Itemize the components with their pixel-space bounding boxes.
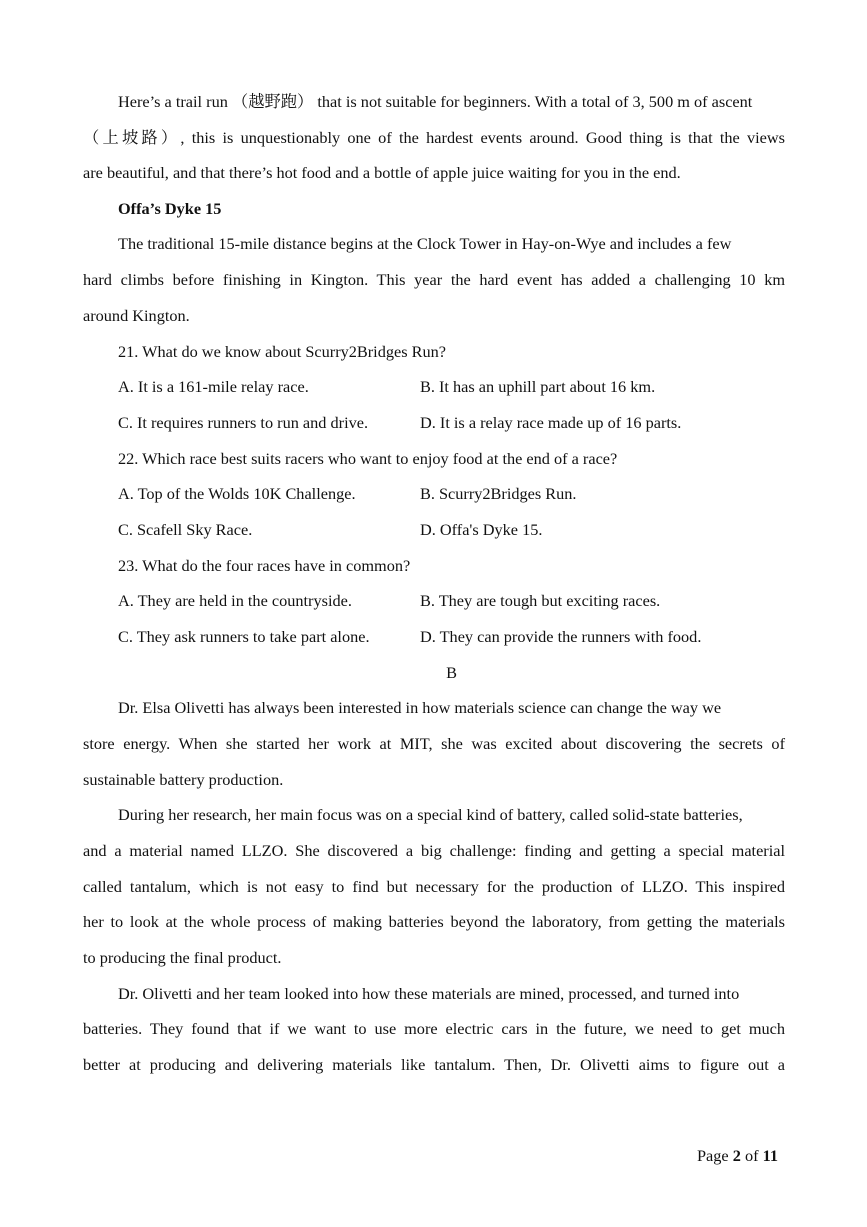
question-22-option-d: D. Offa's Dyke 15. <box>420 520 543 539</box>
passage-b-p2-line-1: During her research, her main focus was on a special kind of battery, called solid-state batteries, <box>118 805 743 824</box>
question-21-option-a: A. It is a 161-mile relay race. <box>118 377 309 396</box>
passage-b-p3-line-3: better at producing and delivering materials like tantalum. Then, Dr. Olivetti aims to figure out a <box>83 1055 785 1074</box>
question-22-option-c: C. Scafell Sky Race. <box>118 520 253 539</box>
section-b-label: B <box>446 663 457 682</box>
offas-dyke-line-2: hard climbs before finishing in Kington. This year the hard event has added a challenging 10 km <box>83 270 785 289</box>
question-21-stem: 21. What do we know about Scurry2Bridges Run? <box>118 342 446 361</box>
footer-total-pages: 11 <box>762 1146 778 1165</box>
question-23-option-b: B. They are tough but exciting races. <box>420 591 661 610</box>
section-heading-offas-dyke: Offa’s Dyke 15 <box>118 199 222 218</box>
offas-dyke-line-1: The traditional 15-mile distance begins at the Clock Tower in Hay-on-Wye and includes a few <box>118 234 732 253</box>
footer-page-number: 2 <box>732 1146 741 1165</box>
footer-of-word: of <box>744 1146 759 1165</box>
passage-a-line-3: are beautiful, and that there’s hot food and a bottle of apple juice waiting for you in the end. <box>83 163 681 182</box>
passage-b-p2-line-5: to producing the final product. <box>83 948 282 967</box>
passage-a-line-1: Here’s a trail run （越野跑） that is not suitable for beginners. With a total of 3, 500 m of ascent <box>118 92 753 111</box>
question-23-option-c: C. They ask runners to take part alone. <box>118 627 370 646</box>
passage-b-p2-line-2: and a material named LLZO. She discovered a big challenge: finding and getting a special material <box>83 841 785 860</box>
footer-page-word: Page <box>697 1146 729 1165</box>
question-23-stem: 23. What do the four races have in common? <box>118 556 411 575</box>
passage-b-p1-line-1: Dr. Elsa Olivetti has always been interested in how materials science can change the way we <box>118 698 722 717</box>
passage-a-line-2: （上坡路）, this is unquestionably one of the hardest events around. Good thing is that the views <box>83 128 785 147</box>
question-23-option-a: A. They are held in the countryside. <box>118 591 352 610</box>
passage-b-p3-line-2: batteries. They found that if we want to use more electric cars in the future, we need to get much <box>83 1019 785 1038</box>
passage-b-p3-line-1: Dr. Olivetti and her team looked into how these materials are mined, processed, and turned into <box>118 984 740 1003</box>
passage-b-p2-line-3: called tantalum, which is not easy to find but necessary for the production of LLZO. This inspired <box>83 877 785 896</box>
question-21-option-d: D. It is a relay race made up of 16 parts. <box>420 413 682 432</box>
question-23-option-d: D. They can provide the runners with food. <box>420 627 702 646</box>
question-22-option-a: A. Top of the Wolds 10K Challenge. <box>118 484 356 503</box>
question-21-option-c: C. It requires runners to run and drive. <box>118 413 369 432</box>
question-21-option-b: B. It has an uphill part about 16 km. <box>420 377 656 396</box>
page-footer <box>697 1146 778 1166</box>
offas-dyke-line-3: around Kington. <box>83 306 190 325</box>
passage-b-p1-line-2: store energy. When she started her work at MIT, she was excited about discovering the secrets of <box>83 734 785 753</box>
question-22-option-b: B. Scurry2Bridges Run. <box>420 484 577 503</box>
passage-b-p1-line-3: sustainable battery production. <box>83 770 284 789</box>
question-22-stem: 22. Which race best suits racers who want to enjoy food at the end of a race? <box>118 449 618 468</box>
passage-b-p2-line-4: her to look at the whole process of making batteries beyond the laboratory, from getting the materials <box>83 912 785 931</box>
